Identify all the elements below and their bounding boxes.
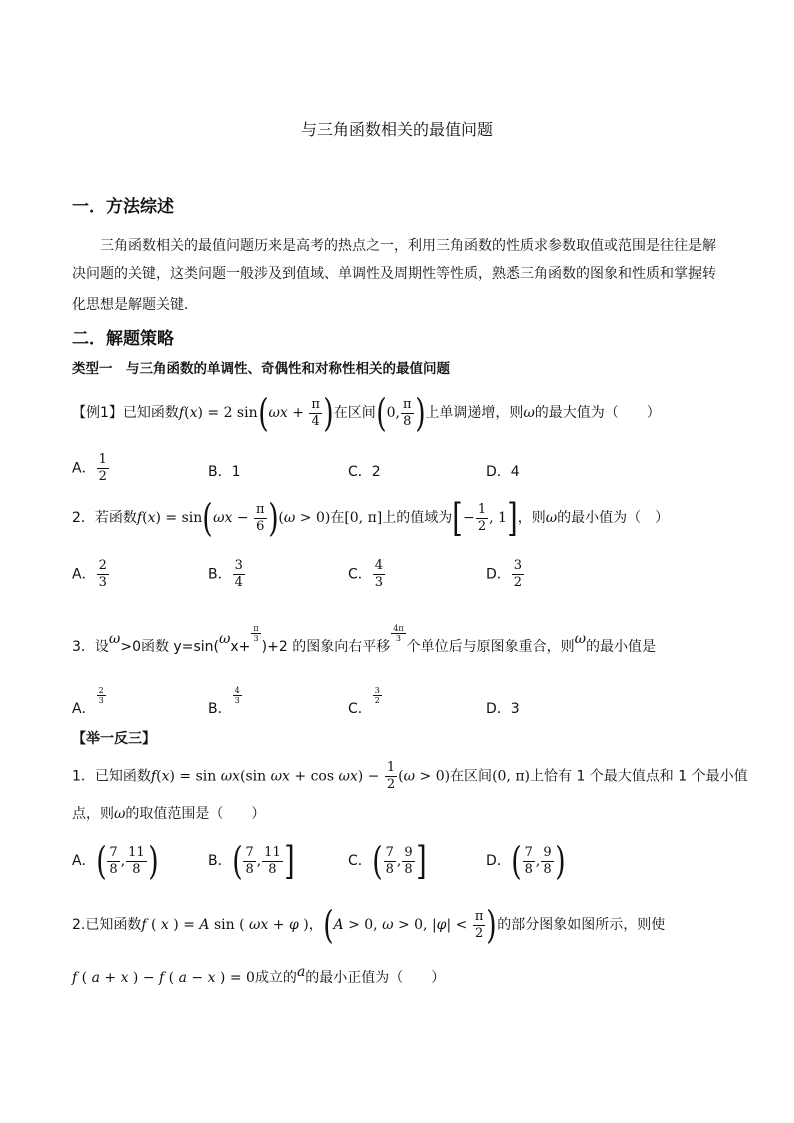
question-3: 3．设ω>0函数 y=sin(ωx+ $\frac{\pi}{3}$ )+2 的图象向右平移 $\frac{4\pi}{3}$ 个单位后与原图象重合，则ω的最小值是 (72, 623, 657, 655)
p1-option-d: D．( $\frac{7}{8}$ , $\frac{9}{8}$ ) (486, 839, 566, 883)
q3-option-c: C． $\frac{3}{2}$ (348, 685, 380, 717)
practice-heading: 【举一反三】 (72, 731, 156, 747)
q3-option-a: A． $\frac{2}{3}$ (72, 685, 104, 717)
practice-2: 2.已知函数f ( x ) = A sin ( ωx + φ )，(A > 0, ω > 0, |φ| < $\frac{\pi}{2}$ )的部分图象如图所示，则使 (72, 903, 666, 947)
ex1-option-b: B．1 (208, 464, 241, 480)
ex1-option-c: C．2 (348, 464, 381, 480)
type-heading: 类型一 与三角函数的单调性、奇偶性和对称性相关的最值问题 (72, 361, 450, 377)
section-heading-method: 一．方法综述 (72, 197, 174, 217)
q2-option-a: A． $\frac{2}{3}$ (72, 558, 107, 590)
q2-option-c: C． $\frac{4}{3}$ (348, 558, 384, 590)
practice-2-line-2: f ( a + x ) − f ( a − x ) = 0成立的a的最小正值为（ ） (72, 964, 446, 986)
question-2: 2．若函数f(x) = sin(ωx − $\frac{\pi}{6}$ )(ω > 0)在[0, π]上的值域为[− $\frac{1}{2}$ , 1]，则ω的最小值为（ ） (72, 496, 670, 540)
practice-1: 1．已知函数f(x) = sin ωx(sin ωx + cos ωx) − $\frac{1}{2}$ (ω > 0)在区间(0, π)上恰有 1 个最大值点和 1 个最小值 (72, 760, 748, 792)
paragraph-line-1: 三角函数相关的最值问题历来是高考的热点之一，利用三角函数的性质求参数取值或范围是往往是解 (100, 238, 716, 254)
page-title: 与三角函数相关的最值问题 (300, 120, 493, 139)
practice-1-line-2: 点，则ω的取值范围是（ ） (72, 806, 266, 822)
ex1-option-d: D．4 (486, 464, 520, 480)
paragraph-line-2: 决问题的关键，这类问题一般涉及到值域、单调性及周期性等性质，熟悉三角函数的图象和性质和掌握转 (72, 266, 716, 282)
p1-option-a: A．( $\frac{7}{8}$ , $\frac{11}{8}$ ) (72, 839, 159, 883)
q2-option-d: D． $\frac{3}{2}$ (486, 558, 523, 590)
q3-option-d: D．3 (486, 701, 520, 717)
p1-option-c: C．( $\frac{7}{8}$ , $\frac{9}{8}$ ] (348, 839, 427, 883)
ex1-option-a: A． $\frac{1}{2}$ (72, 452, 107, 484)
q3-option-b: B． $\frac{4}{3}$ (208, 685, 240, 717)
q2-option-b: B． $\frac{3}{4}$ (208, 558, 243, 590)
example-1-question: 【例1】已知函数f(x) = 2 sin(ωx + $\frac{\pi}{4}$ )在区间(0, $\frac{\pi}{8}$ )上单调递增，则ω的最大值为（ ） (72, 391, 661, 435)
paragraph-line-3: 化思想是解题关键． (72, 297, 198, 313)
p1-option-b: B．( $\frac{7}{8}$ , $\frac{11}{8}$ ] (208, 839, 295, 883)
section-heading-strategy: 二．解题策略 (72, 329, 174, 349)
